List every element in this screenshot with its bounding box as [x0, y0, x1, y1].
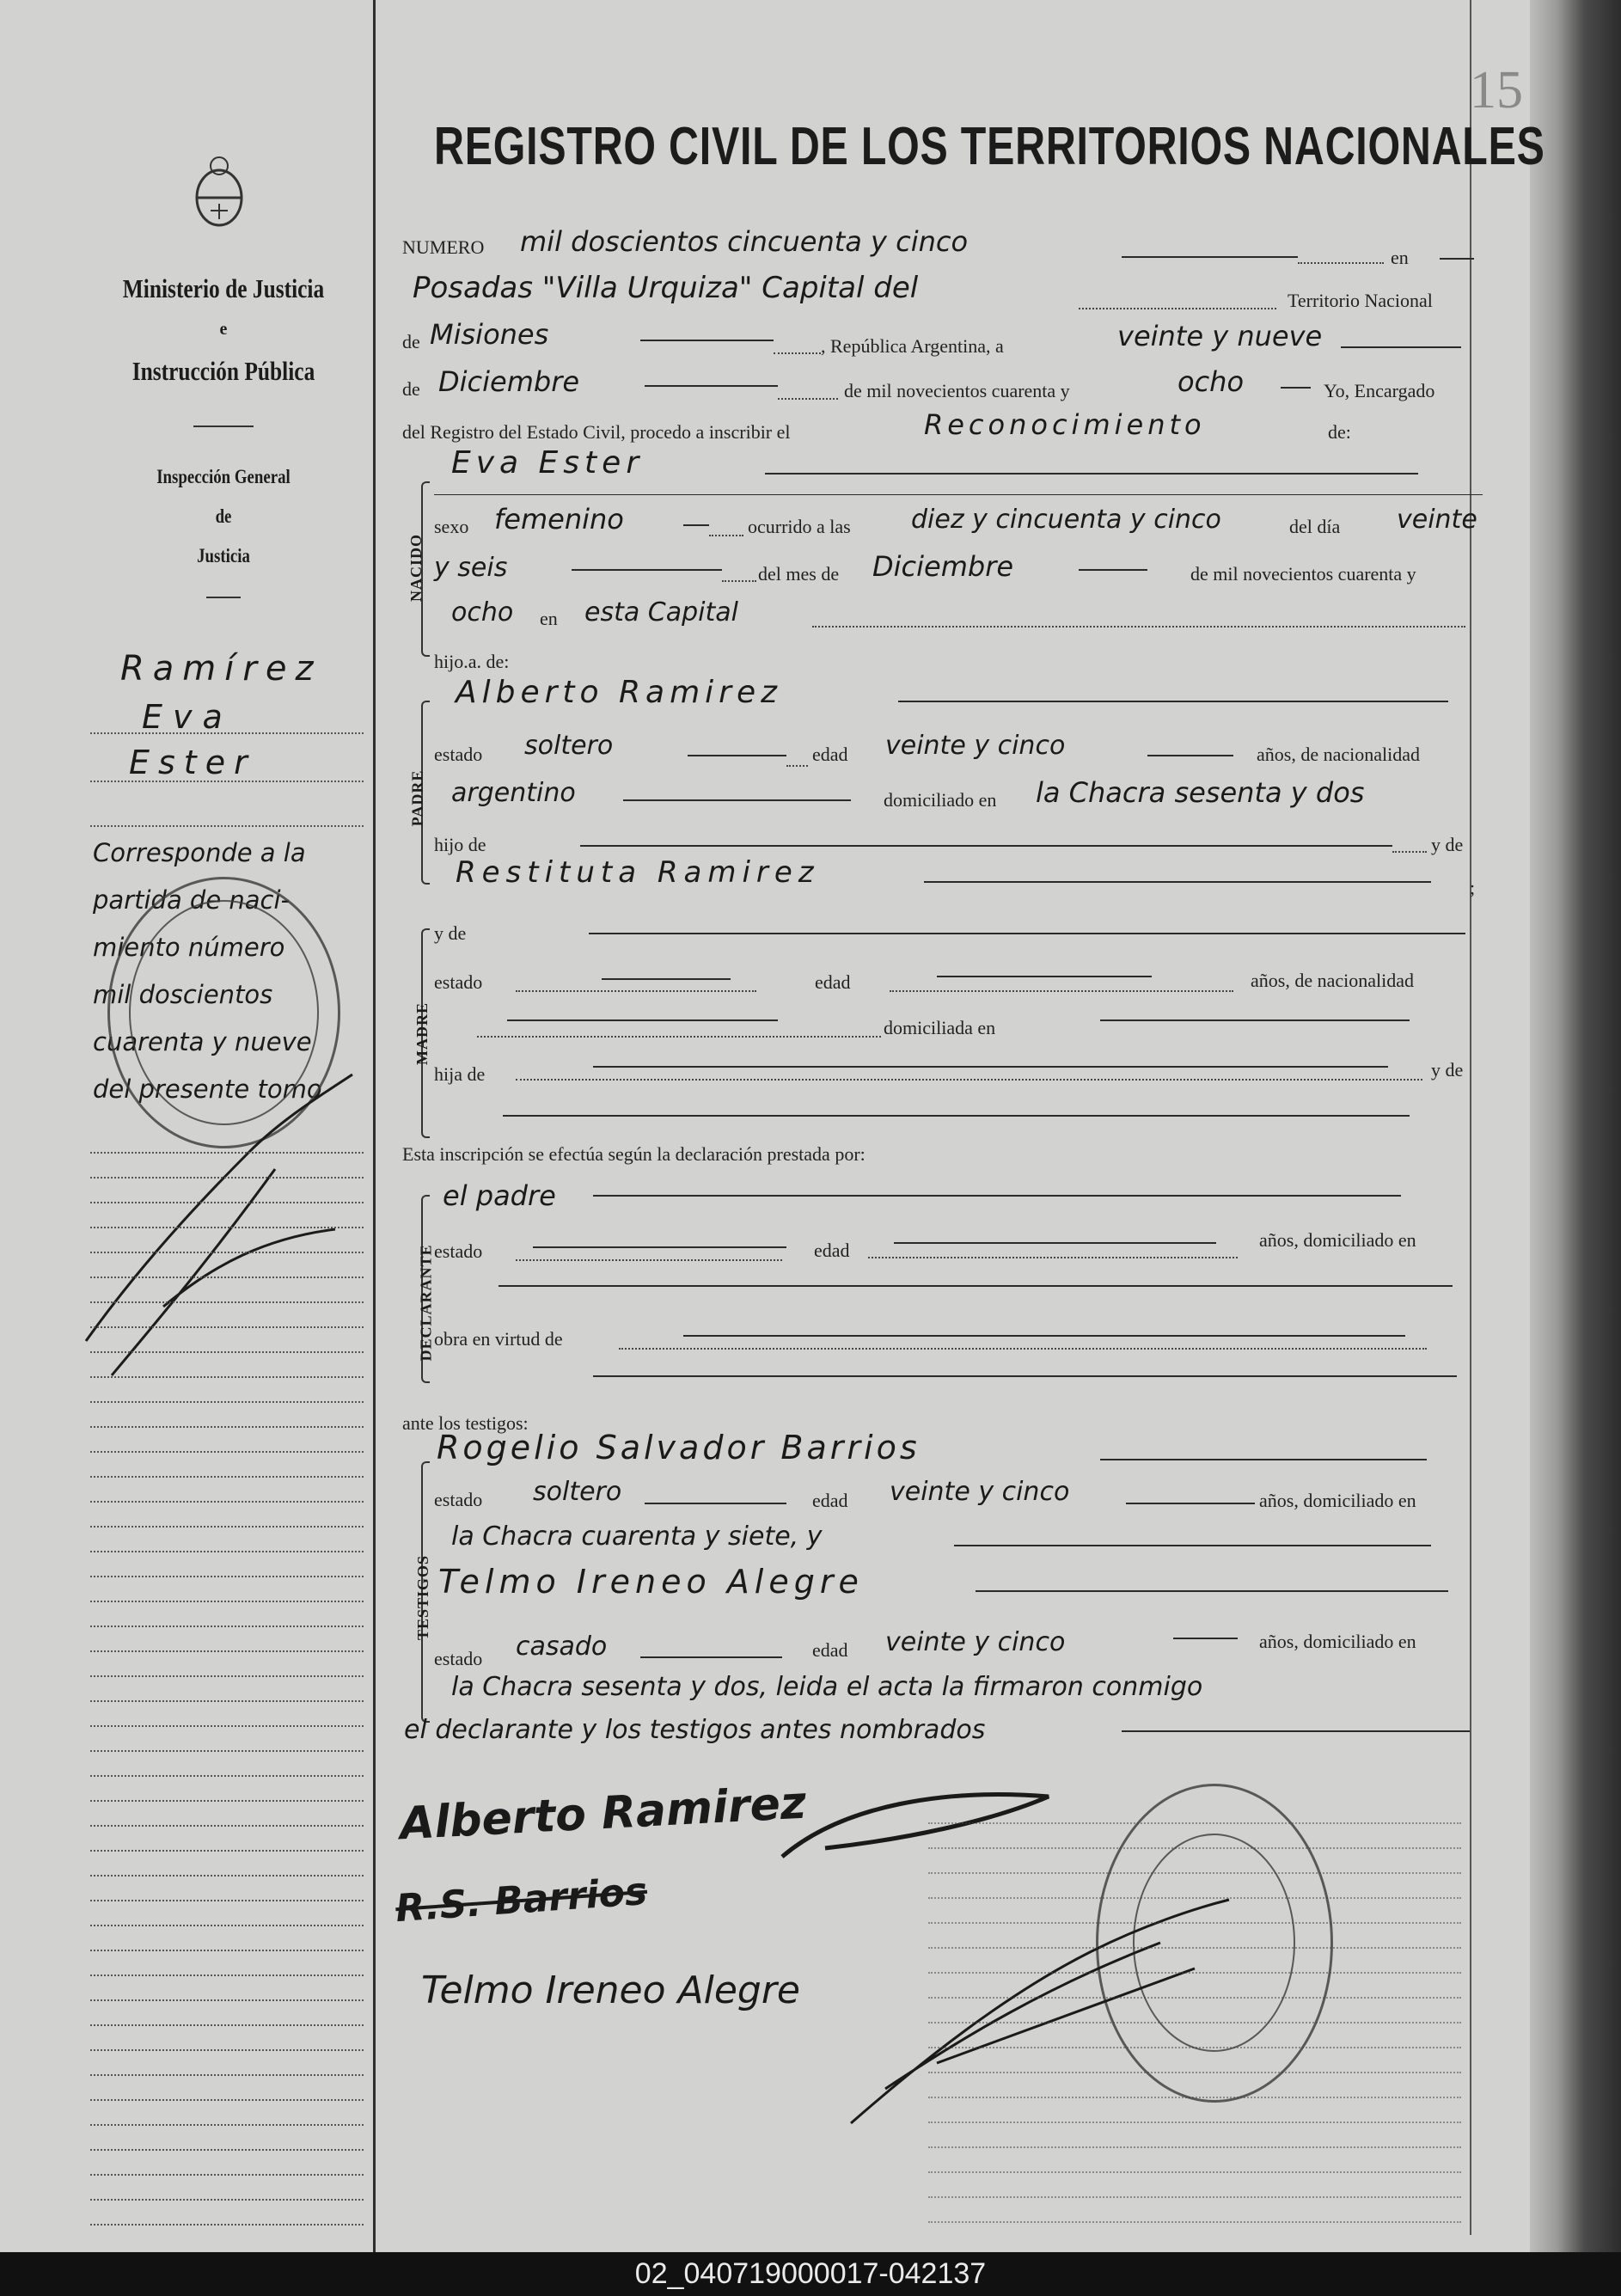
- margin-ruled-line: [90, 781, 364, 782]
- nombre-value: Eva Ester: [451, 445, 645, 481]
- de-label: de: [402, 378, 420, 400]
- domiciliada-label: domiciliada en: [884, 1017, 996, 1038]
- page-ruled-line: [928, 2072, 1461, 2073]
- margin-ruled-line: [90, 1326, 364, 1328]
- semicolon: ;: [1470, 877, 1476, 898]
- estado-label-5: estado: [434, 1648, 483, 1669]
- territorio-label: Territorio Nacional: [1288, 290, 1433, 311]
- testigo2-estado: casado: [516, 1632, 608, 1662]
- y-de-label-3: y de: [1431, 1059, 1464, 1081]
- margin-ruled-line: [90, 1950, 364, 1951]
- numero-value: mil doscientos cincuenta y cinco: [520, 225, 969, 258]
- declaracion-label: Esta inscripción se efectúa según la declaración prestada por:: [402, 1143, 866, 1165]
- firma-padre: Alberto Ramirez: [398, 1777, 808, 1851]
- page-ruled-line: [928, 1947, 1461, 1949]
- y-de-label-2: y de: [434, 922, 467, 944]
- mes-nac-value: Diciembre: [872, 550, 1014, 583]
- anio-nac-value: ocho: [451, 597, 514, 628]
- margin-ruled-line: [90, 1626, 364, 1627]
- margin-ruled-line: [90, 1750, 364, 1752]
- de-colon-label: de:: [1328, 421, 1351, 443]
- margin-ruled-line: [90, 2224, 364, 2226]
- margin-ruled-line: [90, 1675, 364, 1677]
- firma-testigo2: Telmo Ireneo Alegre: [421, 1968, 800, 2012]
- obra-label: obra en virtud de: [434, 1328, 563, 1350]
- mil-novecientos-label: de mil novecientos cuarenta y: [844, 380, 1070, 401]
- margin-note-line: Corresponde a la: [93, 838, 306, 867]
- margin-ruled-line: [90, 1202, 364, 1203]
- del-mes-label: del mes de: [758, 563, 840, 585]
- yo-encargado-label: Yo, Encargado: [1324, 380, 1435, 401]
- page-ruled-line: [928, 1997, 1461, 1999]
- lugar-value: Posadas "Villa Urquiza" Capital del: [413, 271, 919, 305]
- testigo2-edad: veinte y cinco: [885, 1627, 1066, 1657]
- margin-note-line: del presente tomo: [93, 1075, 322, 1104]
- testigo1-domicilio: la Chacra cuarenta y siete, y: [451, 1521, 823, 1552]
- margin-ruled-line: [90, 1576, 364, 1577]
- margin-ruled-line: [90, 825, 364, 827]
- divider: [193, 426, 254, 427]
- margin-ruled-line: [90, 1700, 364, 1702]
- margin-ruled-line: [90, 1875, 364, 1877]
- margin-ruled-line: [90, 732, 364, 734]
- margin-name: Eva: [142, 698, 233, 736]
- edad-label-2: edad: [815, 971, 851, 993]
- margin-ruled-line: [90, 1601, 364, 1602]
- testigo2-nombre: Telmo Ireneo Alegre: [438, 1563, 864, 1601]
- edad-label: edad: [812, 744, 848, 765]
- acto-value: Reconocimiento: [924, 408, 1206, 441]
- testigo1-estado: soltero: [533, 1477, 622, 1507]
- margin-ruled-line: [90, 1975, 364, 1976]
- page-ruled-line: [928, 1822, 1461, 1824]
- margin-ruled-line: [90, 1526, 364, 1528]
- anos-dom-label-2: años, domiciliado en: [1259, 1490, 1416, 1511]
- document-title: REGISTRO CIVIL DE LOS TERRITORIOS NACIONALES: [434, 117, 1545, 176]
- coat-of-arms-icon: [185, 150, 254, 236]
- margin-surname: Ramírez: [120, 649, 322, 689]
- margin-note-line: partida de naci-: [93, 885, 291, 915]
- margin-ruled-line: [90, 2174, 364, 2176]
- page-ruled-line: [928, 1872, 1461, 1874]
- margin-ruled-line: [90, 1177, 364, 1179]
- instruccion-label: Instrucción Pública: [132, 356, 315, 386]
- footer-id: 02_040719000017-042137: [0, 2252, 1621, 2296]
- mes-value: Diciembre: [438, 365, 580, 398]
- margin-ruled-line: [90, 1277, 364, 1278]
- page-ruled-line: [928, 2146, 1461, 2148]
- margin-ruled-line: [90, 1551, 364, 1552]
- margin-ruled-line: [90, 1650, 364, 1652]
- registro-label: del Registro del Estado Civil, procedo a inscribir el: [402, 421, 791, 443]
- margin-ruled-line: [90, 1999, 364, 2001]
- estado-label: estado: [434, 744, 483, 765]
- page-ruled-line: [928, 2171, 1461, 2173]
- margin-ruled-line: [90, 1775, 364, 1777]
- anio-value: ocho: [1178, 365, 1245, 398]
- testigos-intro-label: ante los testigos:: [402, 1412, 529, 1434]
- estado-label-3: estado: [434, 1240, 483, 1262]
- padre-domicilio: la Chacra sesenta y dos: [1036, 776, 1365, 809]
- territorio-value: Misiones: [430, 318, 549, 351]
- margin-ruled-line: [90, 1152, 364, 1154]
- margin-note-line: miento número: [93, 933, 285, 962]
- y-de-label: y de: [1431, 834, 1464, 855]
- e-label: e: [219, 320, 228, 339]
- testigo1-nombre: Rogelio Salvador Barrios: [437, 1429, 921, 1466]
- ministerio-label: Ministerio de Justicia: [122, 273, 325, 303]
- padre-estado: soltero: [524, 731, 614, 761]
- estado-label-2: estado: [434, 971, 483, 993]
- padre-label: PADRE: [408, 769, 426, 827]
- margin-ruled-line: [90, 2074, 364, 2076]
- justicia-label: Justicia: [197, 545, 250, 566]
- numero-label: NUMERO: [402, 236, 485, 258]
- margin-signature: [77, 1066, 361, 1393]
- padre-edad: veinte y cinco: [885, 731, 1066, 761]
- republica-label: , República Argentina, a: [821, 335, 1004, 357]
- madre-label: MADRE: [413, 1002, 431, 1065]
- margin-ruled-line: [90, 1451, 364, 1453]
- padre-nombre: Alberto Ramirez: [456, 675, 783, 710]
- margin-note-line: mil doscientos: [93, 980, 273, 1009]
- anos-nac-label: años, de nacionalidad: [1257, 744, 1420, 765]
- page-ruled-line: [928, 1922, 1461, 1924]
- right-margin-line: [1470, 0, 1471, 2235]
- dia-value: veinte y nueve: [1117, 320, 1323, 352]
- declarante-label: DECLARANTE: [417, 1244, 435, 1362]
- margin-ruled-line: [90, 1476, 364, 1478]
- page-ruled-line: [928, 2097, 1461, 2098]
- de-label: de: [215, 505, 232, 527]
- hija-de-label: hija de: [434, 1063, 486, 1085]
- margin-ruled-line: [90, 1252, 364, 1253]
- margin-ruled-line: [90, 1725, 364, 1727]
- dia-nac-value-2: y seis: [434, 553, 508, 583]
- firma-testigo1: R.S. Barrios: [394, 1869, 649, 1932]
- margin-ruled-line: [90, 1925, 364, 1926]
- en-label-2: en: [540, 608, 558, 629]
- anos-dom-label: años, domiciliado en: [1259, 1229, 1416, 1251]
- padre-hijo-de: Restituta Ramirez: [456, 855, 820, 890]
- hijo-de-label: hijo.a. de:: [434, 651, 510, 672]
- anos-dom-label-3: años, domiciliado en: [1259, 1631, 1416, 1652]
- margin-ruled-line: [90, 1301, 364, 1303]
- lugar-nac-value: esta Capital: [584, 597, 738, 628]
- mil-nov-label: de mil novecientos cuarenta y: [1190, 563, 1416, 585]
- page-ruled-line: [928, 1847, 1461, 1849]
- estado-label-4: estado: [434, 1489, 483, 1510]
- margin-ruled-line: [90, 2149, 364, 2151]
- margin-ruled-line: [90, 1351, 364, 1353]
- testigo2-domicilio: la Chacra sesenta y dos, leida el acta la firmaron conmigo: [451, 1672, 1203, 1702]
- del-dia-label: del día: [1289, 516, 1341, 537]
- margin-ruled-line: [90, 1401, 364, 1403]
- official-signature: [834, 1891, 1238, 2132]
- page-ruled-line: [928, 2196, 1461, 2198]
- testigos-label: TESTIGOS: [414, 1554, 432, 1641]
- margin-ruled-line: [90, 2024, 364, 2026]
- margin-ruled-line: [90, 1426, 364, 1428]
- page-ruled-line: [928, 2221, 1461, 2223]
- dia-nac-value: veinte: [1397, 505, 1477, 535]
- margin-ruled-line: [90, 1850, 364, 1852]
- margin-ruled-line: [90, 1501, 364, 1503]
- page-ruled-line: [928, 2022, 1461, 2024]
- edad-label-3: edad: [814, 1240, 850, 1261]
- de-label: de: [402, 331, 420, 352]
- margin-ruled-line: [90, 2099, 364, 2101]
- page-ruled-line: [928, 2122, 1461, 2123]
- sexo-value: femenino: [494, 503, 624, 536]
- edad-label-5: edad: [812, 1639, 848, 1661]
- page-ruled-line: [928, 1972, 1461, 1974]
- margin-ruled-line: [90, 1227, 364, 1228]
- edad-label-4: edad: [812, 1490, 848, 1511]
- divider: [206, 597, 241, 598]
- ocurrido-label: ocurrido a las: [748, 516, 851, 537]
- page-number: 15: [1470, 61, 1523, 119]
- page-ruled-line: [928, 1897, 1461, 1899]
- hora-value: diez y cincuenta y cinco: [911, 505, 1221, 535]
- margin-ruled-line: [90, 1800, 364, 1802]
- margin-name-2: Ester: [129, 744, 256, 781]
- page-ruled-line: [928, 2047, 1461, 2048]
- margin-ruled-line: [90, 2049, 364, 2051]
- book-binding: [1530, 0, 1621, 2252]
- margin-ruled-line: [90, 1900, 364, 1901]
- margin-ruled-line: [90, 2124, 364, 2126]
- cierre-text: el declarante y los testigos antes nombrados: [404, 1715, 986, 1745]
- en-label: en: [1391, 247, 1409, 268]
- margin-ruled-line: [90, 1376, 364, 1378]
- margin-ruled-line: [90, 2199, 364, 2201]
- margin-ruled-line: [90, 1825, 364, 1827]
- testigo1-edad: veinte y cinco: [890, 1477, 1070, 1507]
- anos-nac-label-2: años, de nacionalidad: [1251, 970, 1414, 991]
- sexo-label: sexo: [434, 516, 469, 537]
- nacido-label: NACIDO: [407, 533, 425, 603]
- declarante-value: el padre: [443, 1179, 556, 1212]
- margin-note-line: cuarenta y nueve: [93, 1027, 312, 1056]
- inspeccion-label: Inspección General: [156, 466, 291, 487]
- hijo-label: hijo de: [434, 834, 486, 855]
- domiciliado-label: domiciliado en: [884, 789, 997, 811]
- padre-nacionalidad: argentino: [451, 778, 576, 808]
